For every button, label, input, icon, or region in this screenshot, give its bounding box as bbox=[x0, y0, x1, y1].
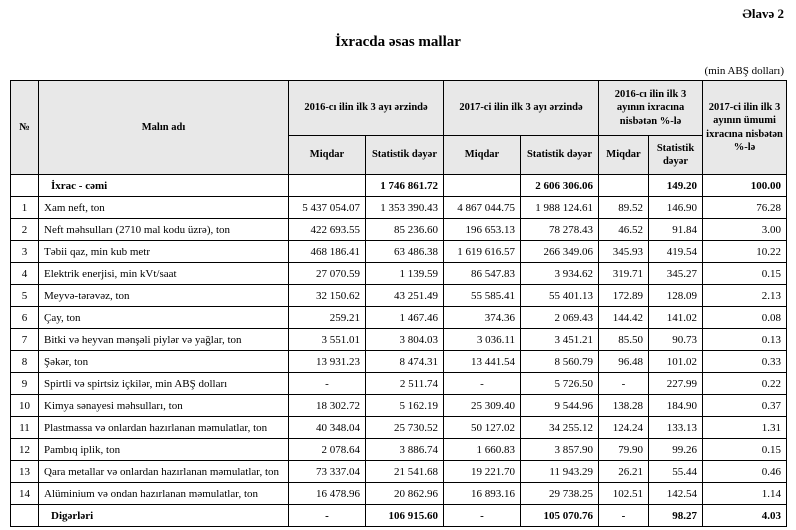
value-cell: 227.99 bbox=[649, 373, 703, 395]
table-row bbox=[11, 417, 787, 439]
value-cell: 468 186.41 bbox=[289, 241, 366, 263]
value-cell: 1 467.46 bbox=[366, 307, 444, 329]
value-cell: 13 441.54 bbox=[444, 351, 521, 373]
value-cell: 184.90 bbox=[649, 395, 703, 417]
value-cell: - bbox=[599, 373, 649, 395]
value-cell: 99.26 bbox=[649, 439, 703, 461]
value-cell: 11 943.29 bbox=[521, 461, 599, 483]
value-cell: 0.22 bbox=[703, 373, 787, 395]
commodity-name-cell: Plastmassa və onlardan hazırlanan məmulatlar, ton bbox=[39, 417, 289, 439]
value-cell: 43 251.49 bbox=[366, 285, 444, 307]
unit-note: (min ABŞ dolları) bbox=[704, 65, 784, 77]
value-cell: 16 893.16 bbox=[444, 483, 521, 505]
value-cell: 266 349.06 bbox=[521, 241, 599, 263]
commodity-name-cell: Pambıq iplik, ton bbox=[39, 439, 289, 461]
commodity-name-cell: Bitki və heyvan mənşəli piylər və yağlar, ton bbox=[39, 329, 289, 351]
value-cell: 124.24 bbox=[599, 417, 649, 439]
value-cell: 2.13 bbox=[703, 285, 787, 307]
value-cell: 16 478.96 bbox=[289, 483, 366, 505]
table-row bbox=[11, 329, 787, 351]
value-cell: 26.21 bbox=[599, 461, 649, 483]
row-number-cell: 11 bbox=[11, 417, 39, 439]
commodity-name-cell: Meyvə-tərəvəz, ton bbox=[39, 285, 289, 307]
header-no: № bbox=[11, 81, 39, 175]
value-cell: 106 915.60 bbox=[366, 505, 444, 527]
commodity-name-cell: Kimya sənayesi məhsulları, ton bbox=[39, 395, 289, 417]
commodity-name-cell: Digərləri bbox=[39, 505, 289, 527]
value-cell: 149.20 bbox=[649, 175, 703, 197]
value-cell: 1 988 124.61 bbox=[521, 197, 599, 219]
value-cell: 345.93 bbox=[599, 241, 649, 263]
table-row bbox=[11, 263, 787, 285]
value-cell: 100.00 bbox=[703, 175, 787, 197]
commodity-name-cell: Şəkər, ton bbox=[39, 351, 289, 373]
table-header bbox=[11, 81, 787, 175]
row-number-cell: 7 bbox=[11, 329, 39, 351]
table-row-total bbox=[11, 175, 787, 197]
value-cell: 90.73 bbox=[649, 329, 703, 351]
value-cell: 3 934.62 bbox=[521, 263, 599, 285]
value-cell: 0.08 bbox=[703, 307, 787, 329]
commodity-name-cell: Alüminium və ondan hazırlanan məmulatlar, ton bbox=[39, 483, 289, 505]
value-cell: 3 451.21 bbox=[521, 329, 599, 351]
value-cell: 10.22 bbox=[703, 241, 787, 263]
header-quantity-ratio: Miqdar bbox=[599, 136, 649, 175]
value-cell: 4 867 044.75 bbox=[444, 197, 521, 219]
value-cell: 3 857.90 bbox=[521, 439, 599, 461]
value-cell: 146.90 bbox=[649, 197, 703, 219]
commodity-name-cell: Xam neft, ton bbox=[39, 197, 289, 219]
value-cell: 73 337.04 bbox=[289, 461, 366, 483]
value-cell: 85 236.60 bbox=[366, 219, 444, 241]
row-number-cell: 1 bbox=[11, 197, 39, 219]
value-cell: 20 862.96 bbox=[366, 483, 444, 505]
value-cell: 89.52 bbox=[599, 197, 649, 219]
table-row bbox=[11, 483, 787, 505]
commodity-name-cell: Qara metallar və onlardan hazırlanan məmulatlar, ton bbox=[39, 461, 289, 483]
table-row bbox=[11, 461, 787, 483]
value-cell: 40 348.04 bbox=[289, 417, 366, 439]
header-group-2016: 2016-cı ilin ilk 3 ayı ərzində bbox=[289, 81, 444, 136]
table-row bbox=[11, 373, 787, 395]
table-row bbox=[11, 351, 787, 373]
value-cell: - bbox=[444, 373, 521, 395]
value-cell: 1 619 616.57 bbox=[444, 241, 521, 263]
commodity-name-cell: Elektrik enerjisi, min kVt/saat bbox=[39, 263, 289, 285]
table-row bbox=[11, 285, 787, 307]
value-cell: 79.90 bbox=[599, 439, 649, 461]
value-cell: 3 036.11 bbox=[444, 329, 521, 351]
value-cell: 1 746 861.72 bbox=[366, 175, 444, 197]
value-cell: 144.42 bbox=[599, 307, 649, 329]
row-number-cell bbox=[11, 505, 39, 527]
value-cell: 25 309.40 bbox=[444, 395, 521, 417]
value-cell: 101.02 bbox=[649, 351, 703, 373]
value-cell: 0.15 bbox=[703, 439, 787, 461]
row-number-cell: 8 bbox=[11, 351, 39, 373]
row-number-cell bbox=[11, 175, 39, 197]
value-cell: 1 139.59 bbox=[366, 263, 444, 285]
commodity-name-cell: Neft məhsulları (2710 mal kodu üzrə), ton bbox=[39, 219, 289, 241]
value-cell: 86 547.83 bbox=[444, 263, 521, 285]
value-cell: 3 551.01 bbox=[289, 329, 366, 351]
value-cell: - bbox=[599, 505, 649, 527]
table-row bbox=[11, 241, 787, 263]
value-cell: 345.27 bbox=[649, 263, 703, 285]
value-cell: 13 931.23 bbox=[289, 351, 366, 373]
value-cell: 1.14 bbox=[703, 483, 787, 505]
value-cell: 5 162.19 bbox=[366, 395, 444, 417]
value-cell: 55.44 bbox=[649, 461, 703, 483]
table-row bbox=[11, 219, 787, 241]
value-cell: 32 150.62 bbox=[289, 285, 366, 307]
table-row bbox=[11, 439, 787, 461]
table-row bbox=[11, 307, 787, 329]
header-quantity-2016: Miqdar bbox=[289, 136, 366, 175]
value-cell: 196 653.13 bbox=[444, 219, 521, 241]
value-cell: 259.21 bbox=[289, 307, 366, 329]
value-cell: 8 560.79 bbox=[521, 351, 599, 373]
value-cell: - bbox=[289, 505, 366, 527]
value-cell: 18 302.72 bbox=[289, 395, 366, 417]
value-cell: 172.89 bbox=[599, 285, 649, 307]
value-cell: 1.31 bbox=[703, 417, 787, 439]
row-number-cell: 13 bbox=[11, 461, 39, 483]
value-cell: 85.50 bbox=[599, 329, 649, 351]
value-cell: 142.54 bbox=[649, 483, 703, 505]
export-goods-table bbox=[10, 80, 787, 527]
header-quantity-2017: Miqdar bbox=[444, 136, 521, 175]
table-row bbox=[11, 197, 787, 219]
value-cell: 133.13 bbox=[649, 417, 703, 439]
value-cell: 102.51 bbox=[599, 483, 649, 505]
value-cell: 0.33 bbox=[703, 351, 787, 373]
value-cell: 0.13 bbox=[703, 329, 787, 351]
value-cell bbox=[289, 175, 366, 197]
value-cell: 0.15 bbox=[703, 263, 787, 285]
row-number-cell: 14 bbox=[11, 483, 39, 505]
header-group-2017: 2017-ci ilin ilk 3 ayı ərzində bbox=[444, 81, 599, 136]
row-number-cell: 6 bbox=[11, 307, 39, 329]
value-cell bbox=[444, 175, 521, 197]
value-cell: 5 437 054.07 bbox=[289, 197, 366, 219]
table-row bbox=[11, 395, 787, 417]
value-cell: 2 606 306.06 bbox=[521, 175, 599, 197]
commodity-name-cell: İxrac - cəmi bbox=[39, 175, 289, 197]
value-cell: 138.28 bbox=[599, 395, 649, 417]
commodity-name-cell: Spirtli və spirtsiz içkilər, min ABŞ dolları bbox=[39, 373, 289, 395]
appendix-label: Əlavə 2 bbox=[742, 6, 784, 21]
value-cell: 27 070.59 bbox=[289, 263, 366, 285]
commodity-name-cell: Çay, ton bbox=[39, 307, 289, 329]
value-cell: 3 804.03 bbox=[366, 329, 444, 351]
table-row-others bbox=[11, 505, 787, 527]
header-row-groups bbox=[11, 81, 787, 136]
value-cell: 2 511.74 bbox=[366, 373, 444, 395]
value-cell: 50 127.02 bbox=[444, 417, 521, 439]
value-cell: 96.48 bbox=[599, 351, 649, 373]
header-statvalue-2016: Statistik dəyər bbox=[366, 136, 444, 175]
row-number-cell: 5 bbox=[11, 285, 39, 307]
header-statvalue-2017: Statistik dəyər bbox=[521, 136, 599, 175]
value-cell: 1 353 390.43 bbox=[366, 197, 444, 219]
value-cell: - bbox=[289, 373, 366, 395]
value-cell: 46.52 bbox=[599, 219, 649, 241]
value-cell: 4.03 bbox=[703, 505, 787, 527]
value-cell: 98.27 bbox=[649, 505, 703, 527]
value-cell: 105 070.76 bbox=[521, 505, 599, 527]
table-body bbox=[11, 175, 787, 527]
header-group-ratio-2016: 2016-cı ilin ilk 3 ayının ixracına nisbətən %-lə bbox=[599, 81, 703, 136]
value-cell: 34 255.12 bbox=[521, 417, 599, 439]
value-cell: 63 486.38 bbox=[366, 241, 444, 263]
row-number-cell: 2 bbox=[11, 219, 39, 241]
value-cell: 91.84 bbox=[649, 219, 703, 241]
value-cell: 319.71 bbox=[599, 263, 649, 285]
header-group-ratio-2017: 2017-ci ilin ilk 3 ayının ümumi ixracına nisbətən %-lə bbox=[703, 81, 787, 175]
row-number-cell: 3 bbox=[11, 241, 39, 263]
value-cell: 3.00 bbox=[703, 219, 787, 241]
value-cell: 78 278.43 bbox=[521, 219, 599, 241]
value-cell: 25 730.52 bbox=[366, 417, 444, 439]
value-cell: 21 541.68 bbox=[366, 461, 444, 483]
value-cell: 55 401.13 bbox=[521, 285, 599, 307]
page-title: İxracda əsas mallar bbox=[335, 34, 461, 50]
value-cell: 8 474.31 bbox=[366, 351, 444, 373]
header-statvalue-ratio: Statistik dəyər bbox=[649, 136, 703, 175]
value-cell: 5 726.50 bbox=[521, 373, 599, 395]
value-cell: - bbox=[444, 505, 521, 527]
value-cell: 374.36 bbox=[444, 307, 521, 329]
value-cell: 0.46 bbox=[703, 461, 787, 483]
header-name: Malın adı bbox=[39, 81, 289, 175]
value-cell: 76.28 bbox=[703, 197, 787, 219]
value-cell: 29 738.25 bbox=[521, 483, 599, 505]
value-cell: 422 693.55 bbox=[289, 219, 366, 241]
value-cell: 55 585.41 bbox=[444, 285, 521, 307]
value-cell bbox=[599, 175, 649, 197]
row-number-cell: 9 bbox=[11, 373, 39, 395]
value-cell: 419.54 bbox=[649, 241, 703, 263]
value-cell: 141.02 bbox=[649, 307, 703, 329]
value-cell: 9 544.96 bbox=[521, 395, 599, 417]
row-number-cell: 10 bbox=[11, 395, 39, 417]
value-cell: 1 660.83 bbox=[444, 439, 521, 461]
value-cell: 0.37 bbox=[703, 395, 787, 417]
commodity-name-cell: Təbii qaz, min kub metr bbox=[39, 241, 289, 263]
row-number-cell: 12 bbox=[11, 439, 39, 461]
value-cell: 2 069.43 bbox=[521, 307, 599, 329]
value-cell: 128.09 bbox=[649, 285, 703, 307]
value-cell: 19 221.70 bbox=[444, 461, 521, 483]
row-number-cell: 4 bbox=[11, 263, 39, 285]
value-cell: 3 886.74 bbox=[366, 439, 444, 461]
value-cell: 2 078.64 bbox=[289, 439, 366, 461]
